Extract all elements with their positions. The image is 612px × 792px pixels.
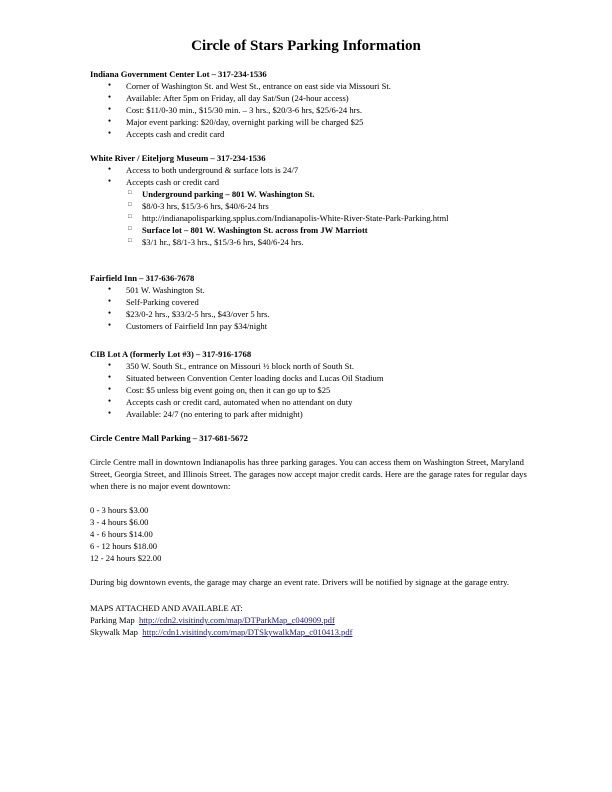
list-item: ● Corner of Washington St. and West St., entrance on east side via Missouri St. <box>90 80 530 92</box>
rate-line: 0 - 3 hours $3.00 <box>90 505 149 515</box>
list-item: ● Available: After 5pm on Friday, all day Sat/Sun (24-hour access) <box>90 92 530 104</box>
list-subitem-link[interactable]: □ http://indianapolisparking.spplus.com/Indianapolis-White-River-State-Park-Parking.html <box>90 212 462 224</box>
section-heading: Indiana Government Center Lot – 317-234-1536 <box>90 69 267 79</box>
list-item: ● Accepts cash or credit card, automated when no attendant on duty <box>90 396 530 408</box>
event-rate-note: During big downtown events, the garage may charge an event rate. Drivers will be notified by signage at the garage entry. <box>90 577 510 587</box>
bullet-list <box>90 284 530 332</box>
maps-section <box>90 602 530 638</box>
section-fairfield-inn <box>90 272 530 332</box>
list-subitem: □ $3/1 hr., $8/1-3 hrs., $15/3-6 hrs, $40/6-24 hrs. <box>90 236 530 248</box>
list-item: ● 350 W. South St., entrance on Missouri ½ block north of South St. <box>90 360 530 372</box>
garage-description: Circle Centre mall in downtown Indianapolis has three parking garages. You can access them on Washington Street, Maryland Street, Georgia Street, and Illinois Street. The garages now accept major credit cards. Here are the garage rates for regular days when there is no major event downtown: <box>90 457 527 491</box>
list-subitem: □ Surface lot – 801 W. Washington St. across from JW Marriott <box>90 224 530 236</box>
list-item: ● Available: 24/7 (no entering to park after midnight) <box>90 408 530 420</box>
bullet-list <box>90 360 530 420</box>
parking-map-line <box>90 614 530 626</box>
rate-line: 4 - 6 hours $14.00 <box>90 529 153 539</box>
list-item: ● Customers of Fairfield Inn pay $34/night <box>90 320 530 332</box>
list-item: ● Access to both underground & surface lots is 24/7 <box>90 164 530 176</box>
list-subitem: □ Underground parking – 801 W. Washington St. <box>90 188 530 200</box>
list-item: ● Cost: $5 unless big event going on, then it can go up to $25 <box>90 384 530 396</box>
skywalk-map-line <box>90 626 530 638</box>
list-item: ● Situated between Convention Center loading docks and Lucas Oil Stadium <box>90 372 530 384</box>
section-heading: White River / Eiteljorg Museum – 317-234-1536 <box>90 153 266 163</box>
bullet-list <box>90 164 530 248</box>
section-white-river-eiteljorg <box>90 152 530 248</box>
rate-line: 3 - 4 hours $6.00 <box>90 517 149 527</box>
list-item: ● Accepts cash or credit card <box>90 176 530 188</box>
section-cib-lot-a <box>90 348 530 420</box>
list-item: ● Accepts cash and credit card <box>90 128 530 140</box>
list-subitem: □ $8/0-3 hrs, $15/3-6 hrs, $40/6-24 hrs <box>90 200 530 212</box>
section-heading: Fairfield Inn – 317-636-7678 <box>90 273 195 283</box>
section-circle-centre-mall <box>90 432 530 588</box>
bullet-list <box>90 80 530 140</box>
section-indiana-government-center <box>90 68 530 140</box>
skywalk-map-label: Skywalk Map <box>90 627 138 637</box>
skywalk-map-link[interactable]: http://cdn1.visitindy.com/map/DTSkywalkMap_c010413.pdf <box>142 627 353 637</box>
maps-heading: MAPS ATTACHED AND AVAILABLE AT: <box>90 603 243 613</box>
list-item: ● Self-Parking covered <box>90 296 530 308</box>
list-item: ● 501 W. Washington St. <box>90 284 530 296</box>
section-heading: CIB Lot A (formerly Lot #3) – 317-916-1768 <box>90 349 252 359</box>
parking-map-link[interactable]: http://cdn2.visitindy.com/map/DTParkMap_c040909.pdf <box>138 615 335 625</box>
list-item: ● Cost: $11/0-30 min., $15/30 min. – 3 hrs., $20/3-6 hrs, $25/6-24 hrs. <box>90 104 530 116</box>
list-item: ● Major event parking: $20/day, overnight parking will be charged $25 <box>90 116 530 128</box>
parking-map-label: Parking Map <box>90 615 135 625</box>
list-item: ● $23/0-2 hrs., $33/2-5 hrs., $43/over 5 hrs. <box>90 308 530 320</box>
page-title: Circle of Stars Parking Information <box>191 38 421 54</box>
rate-line: 6 - 12 hours $18.00 <box>90 541 158 551</box>
rate-line: 12 - 24 hours $22.00 <box>90 553 162 563</box>
section-heading: Circle Centre Mall Parking – 317-681-5672 <box>90 433 248 443</box>
